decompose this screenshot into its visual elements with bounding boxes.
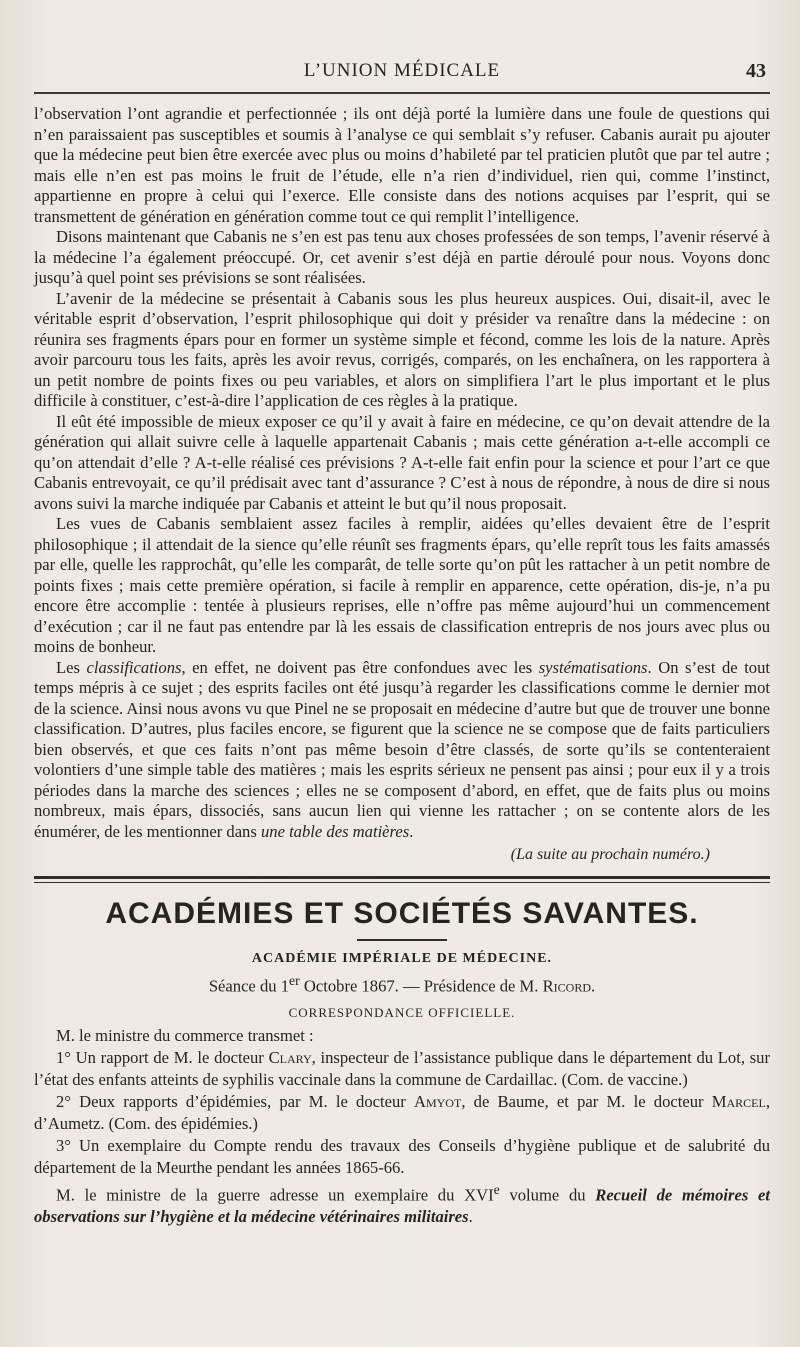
person-name: Marcel [711,1091,766,1111]
emphasis: une table des matières [260,821,410,841]
superscript: er [289,973,300,988]
paragraph [34,1179,770,1229]
paragraph: Les vues de Cabanis semblaient assez faciles à remplir, aidées qu’elles devaient être de l’esprit philosophique ; il attendait de la sience qu’elle réunît ses fragments épars, qu’elle reprît tous les faits amassés par elle, quelle les rapprochât, qu’elle les comparât, de telle sorte qu’on pût les rattacher à un petit nombre de points fixes ; mais cette première opération, si facile à remplir en apparence, cette opération, dis-je, n’a pu encore être accomplie : tentée à plusieurs reprises, elle n’offre pas même aujourd’hui un commencement d’exécution ; car il ne faut pas entendre par là les essais de classification entrepris de nos jours avec plus ou moins de bonheur. [34,514,770,656]
superscript: e [493,1181,500,1197]
text: , d’Aumetz. (Com. des épidémies.) [34,1091,770,1133]
page-number: 43 [746,60,766,82]
text: . [591,976,596,996]
correspondance-heading: CORRESPONDANCE OFFICIELLE. [288,1004,516,1020]
text: Octobre 1867. — Présidence de M. [299,976,543,996]
list-item: 3° Un exemplaire du Compte rendu des travaux des Conseils d’hygiène publique et de salubrité du département de la Meurthe pendant les années 1865-66. [34,1135,770,1177]
text: 1° Un rapport de M. le docteur [56,1047,269,1067]
paragraph: Il eût été impossible de mieux exposer ce qu’il y avait à faire en médecine, ce qu’on devait attendre de la génération qui allait suivre celle à laquelle appartenait Cabanis ; mais cette génération a-t-elle accompli ce qu’on attendait d’elle ? A-t-elle réalisé ces prévisions ? A-t-elle fait enfin pour la science et pour l’art ce que Cabanis entrevoyait, ce qu’il prédisait avec tant d’assurance ? C’est à nous de répondre, à nous de dire si nous avons suivi la marche indiquée par Cabanis et atteint le but qu’il nous proposait. [34,411,770,513]
academy-heading: ACADÉMIE IMPÉRIALE DE MÉDECINE. [251,951,553,966]
text: M. le ministre de la guerre adresse un exemplaire du XVI [56,1185,494,1205]
paragraph: L’avenir de la médecine se présentait à Cabanis sous les plus heureux auspices. Oui, disait-il, avec le véritable esprit d’observation, l’esprit philosophique qui doit y présider va renaître dans la médecine : on réunira ses fragments épars pour en former un système simple et fécond, comme les lois de la nature. Après avoir parcouru tous les faits, après les avoir revus, corrigés, comparés, on les enchaînera, on les rapportera à un petit nombre de points fixes ou peu variables, et alors on simplifiera l’art le plus important et le plus difficile à constituer, c’est-à-dire l’application de ces règles à la pratique. [34,288,770,410]
publication-title: Recueil de mémoires et observations sur l’hygiène et la médecine vétérinaires militaires [34,1185,770,1227]
section-divider [34,876,770,883]
text: Les [56,657,87,677]
correspondance-body [34,1025,770,1229]
president-name: Ricord [542,976,592,996]
section-title: ACADÉMIES ET SOCIÉTÉS SAVANTES. [105,897,699,930]
running-head [34,0,770,96]
title-rule [357,939,447,941]
text: , de Baume, et par M. le docteur [461,1091,712,1111]
header-rule [34,92,770,94]
text: Séance du 1 [208,976,289,996]
article-body [34,104,770,864]
person-name: Clary [268,1047,312,1067]
paragraph: l’observation l’ont agrandie et perfectionnée ; ils ont déjà porté la lumière dans une foule de questions qui n’en paraissaient pas susceptibles et soumis à l’analyse ce qui semblait s’y refuser. Cabanis aurait pu ajouter que la médecine peut bien être exercée avec plus ou moins d’habileté par tel praticien plutôt que par tel autre ; mais elle n’en est pas moins le fruit de l’étude, elle n’a rien d’individuel, rien qui, comme l’instinct, appartienne en propre à celui qui l’exerce. Elle consiste dans des notions acquises par l’esprit, qui se transmettent de génération en génération comme tout ce qui remplit l’intelligence. [34,104,770,226]
person-name: Amyot [413,1091,462,1111]
text: , inspecteur de l’assistance publique dans le département du Lot, sur l’état des enfants atteints de syphilis vaccinale dans la commune de Cardaillac. (Com. de vaccine.) [34,1047,770,1089]
session-line [34,973,770,997]
list-item [34,1047,770,1091]
continuation-note: (La suite au prochain numéro.) [510,846,710,863]
paragraph: Disons maintenant que Cabanis ne s’en est pas tenu aux choses professées de son temps, l’avenir réservé à la médecine l’a également préoccupé. Or, cet avenir s’est déjà en partie déroulé pour nous. Voyons donc jusqu’à quel point ses prévisions se sont réalisées. [34,227,770,287]
emphasis: systématisations [538,657,648,677]
text: volume du [499,1185,596,1205]
paragraph: M. le ministre du commerce transmet : [56,1025,314,1045]
emphasis: classifications [86,657,182,677]
journal-title: L’UNION MÉDICALE [303,60,501,81]
text: . On s’est de tout temps mépris à ce sujet ; des esprits faciles ont été jusqu’à regarder les classifications comme le dernier mot de la science. Ainsi nous avons vu que Pinel ne se proposait en médecine d’autre but que de trouver une bonne classification. D’autres, plus faciles encore, se figurent que la science ne se compose que de faits particuliers bien observés, et que ces faits n’ont pas même besoin d’être classés, de sorte qu’ils se contenteraient volontiers d’une simple table des matières ; mais les esprits sérieux ne pensent pas ainsi ; pour eux il y a trois périodes dans la marche des sciences ; elles ne se composent d’abord, en effet, que de faits plus ou moins nombreux, mais épars, dissociés, sans aucun lien qui vienne les rattacher ; on se contente alors de les énumérer, de les mentionner dans [34,657,771,841]
list-item [34,1091,770,1135]
text: . [409,821,414,841]
text: , en effet, ne doivent pas être confondues avec les [181,657,539,677]
text: 2° Deux rapports d’épidémies, par M. le docteur [56,1091,414,1111]
text: . [468,1207,473,1227]
paragraph [34,658,770,843]
